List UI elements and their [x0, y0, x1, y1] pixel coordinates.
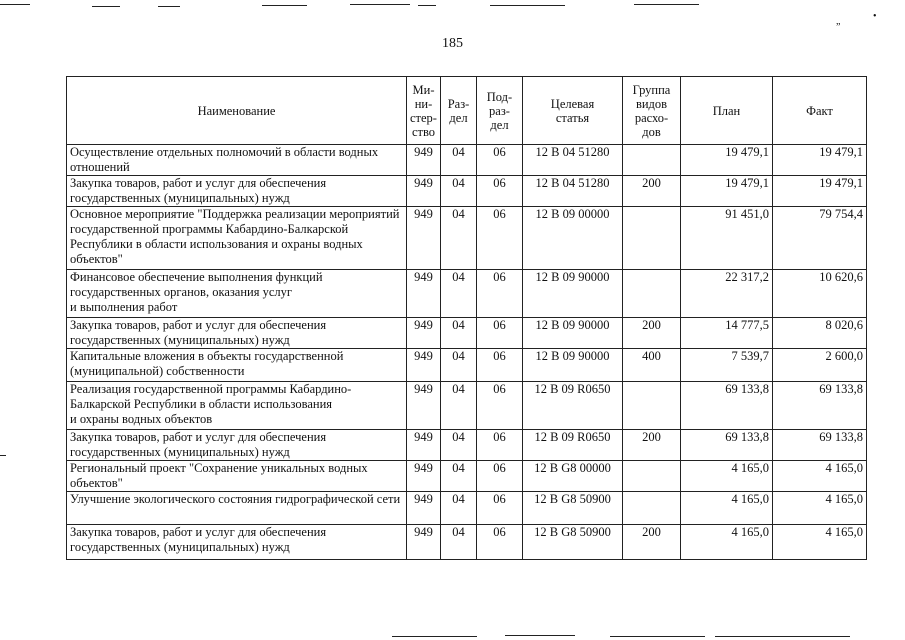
cell-name: Закупка товаров, работ и услуг для обеспечения государственных (муниципальных) нужд — [67, 176, 407, 207]
table-row — [67, 349, 867, 382]
cell-target-article: 12 В 04 51280 — [523, 176, 623, 207]
scan-artifact-line — [92, 6, 120, 7]
table-body — [67, 145, 867, 560]
scan-artifact-line — [0, 455, 6, 456]
cell-ministry: 949 — [407, 430, 441, 461]
cell-ministry: 949 — [407, 525, 441, 560]
cell-name: Закупка товаров, работ и услуг для обеспечения государственных (муниципальных) нужд — [67, 430, 407, 461]
table-row — [67, 145, 867, 176]
cell-section: 04 — [441, 525, 477, 560]
cell-expense-group — [623, 461, 681, 492]
header-subsection: Под- раз- дел — [477, 77, 523, 145]
table-header-row — [67, 77, 867, 145]
cell-plan: 91 451,0 — [681, 207, 773, 270]
cell-expense-group — [623, 270, 681, 318]
cell-plan: 22 317,2 — [681, 270, 773, 318]
cell-name: Закупка товаров, работ и услуг для обеспечения государственных (муниципальных) нужд — [67, 525, 407, 560]
cell-name: Осуществление отдельных полномочий в области водных отношений — [67, 145, 407, 176]
cell-section: 04 — [441, 382, 477, 430]
cell-subsection: 06 — [477, 492, 523, 525]
header-section: Раз- дел — [441, 77, 477, 145]
scan-artifact-line — [158, 6, 180, 7]
cell-subsection: 06 — [477, 525, 523, 560]
cell-fact: 4 165,0 — [773, 461, 867, 492]
cell-expense-group — [623, 207, 681, 270]
table-row — [67, 270, 867, 318]
cell-name: Региональный проект "Сохранение уникальных водных объектов" — [67, 461, 407, 492]
cell-subsection: 06 — [477, 207, 523, 270]
cell-fact: 4 165,0 — [773, 525, 867, 560]
cell-target-article: 12 В 04 51280 — [523, 145, 623, 176]
cell-section: 04 — [441, 461, 477, 492]
header-plan: План — [681, 77, 773, 145]
cell-expense-group: 200 — [623, 176, 681, 207]
cell-plan: 7 539,7 — [681, 349, 773, 382]
header-name: Наименование — [67, 77, 407, 145]
cell-fact: 10 620,6 — [773, 270, 867, 318]
cell-fact: 19 479,1 — [773, 145, 867, 176]
cell-ministry: 949 — [407, 461, 441, 492]
cell-expense-group: 200 — [623, 525, 681, 560]
cell-name: Улучшение экологического состояния гидрографической сети — [67, 492, 407, 525]
budget-table — [66, 76, 867, 560]
cell-plan: 14 777,5 — [681, 318, 773, 349]
cell-name: Основное мероприятие "Поддержка реализации мероприятий государственной программы Кабардино-Балкарской Республики в области использования и охраны водных объектов" — [67, 207, 407, 270]
cell-fact: 8 020,6 — [773, 318, 867, 349]
cell-subsection: 06 — [477, 461, 523, 492]
cell-target-article: 12 В 09 R0650 — [523, 430, 623, 461]
cell-fact: 69 133,8 — [773, 382, 867, 430]
table-row — [67, 430, 867, 461]
cell-plan: 19 479,1 — [681, 145, 773, 176]
corner-mark-dot: • — [873, 11, 877, 22]
cell-expense-group: 200 — [623, 430, 681, 461]
cell-ministry: 949 — [407, 145, 441, 176]
cell-section: 04 — [441, 492, 477, 525]
scan-artifact-line — [715, 636, 850, 637]
table-row — [67, 525, 867, 560]
cell-target-article: 12 В G8 00000 — [523, 461, 623, 492]
cell-subsection: 06 — [477, 270, 523, 318]
cell-section: 04 — [441, 430, 477, 461]
scan-artifact-line — [350, 4, 410, 5]
cell-expense-group — [623, 492, 681, 525]
cell-fact: 4 165,0 — [773, 492, 867, 525]
cell-ministry: 949 — [407, 176, 441, 207]
scan-artifact-line — [392, 636, 477, 637]
cell-target-article: 12 В 09 90000 — [523, 349, 623, 382]
cell-ministry: 949 — [407, 318, 441, 349]
scan-artifact-line — [505, 635, 575, 636]
table-row — [67, 176, 867, 207]
cell-section: 04 — [441, 270, 477, 318]
cell-fact: 79 754,4 — [773, 207, 867, 270]
table-row — [67, 207, 867, 270]
cell-section: 04 — [441, 145, 477, 176]
header-expense-group: Группа видов расхо- дов — [623, 77, 681, 145]
table-row — [67, 318, 867, 349]
table-row — [67, 492, 867, 525]
cell-name: Финансовое обеспечение выполнения функций государственных органов, оказания услуг и выполнения работ — [67, 270, 407, 318]
cell-name: Капитальные вложения в объекты государственной (муниципальной) собственности — [67, 349, 407, 382]
scan-artifact-line — [418, 5, 436, 6]
header-fact: Факт — [773, 77, 867, 145]
cell-plan: 19 479,1 — [681, 176, 773, 207]
cell-target-article: 12 В G8 50900 — [523, 525, 623, 560]
cell-ministry: 949 — [407, 382, 441, 430]
cell-ministry: 949 — [407, 492, 441, 525]
cell-subsection: 06 — [477, 349, 523, 382]
cell-fact: 69 133,8 — [773, 430, 867, 461]
cell-ministry: 949 — [407, 207, 441, 270]
cell-expense-group — [623, 145, 681, 176]
scan-artifact-line — [634, 4, 699, 5]
cell-section: 04 — [441, 207, 477, 270]
table-row — [67, 382, 867, 430]
cell-subsection: 06 — [477, 145, 523, 176]
scan-artifact-line — [610, 636, 705, 637]
page-number: 185 — [442, 36, 463, 51]
cell-fact: 19 479,1 — [773, 176, 867, 207]
cell-fact: 2 600,0 — [773, 349, 867, 382]
cell-plan: 4 165,0 — [681, 492, 773, 525]
scan-artifact-line — [490, 5, 565, 6]
cell-subsection: 06 — [477, 430, 523, 461]
cell-target-article: 12 В G8 50900 — [523, 492, 623, 525]
cell-target-article: 12 В 09 90000 — [523, 318, 623, 349]
scan-artifact-line — [0, 4, 30, 5]
corner-mark-quote: „ — [836, 16, 841, 27]
cell-target-article: 12 В 09 R0650 — [523, 382, 623, 430]
cell-subsection: 06 — [477, 318, 523, 349]
header-target-article: Целевая статья — [523, 77, 623, 145]
header-ministry: Ми- ни- стер- ство — [407, 77, 441, 145]
cell-section: 04 — [441, 176, 477, 207]
cell-target-article: 12 В 09 00000 — [523, 207, 623, 270]
cell-subsection: 06 — [477, 176, 523, 207]
cell-expense-group: 400 — [623, 349, 681, 382]
cell-plan: 69 133,8 — [681, 430, 773, 461]
cell-plan: 69 133,8 — [681, 382, 773, 430]
cell-plan: 4 165,0 — [681, 525, 773, 560]
cell-name: Реализация государственной программы Кабардино-Балкарской Республики в области использования и охраны водных объектов — [67, 382, 407, 430]
cell-ministry: 949 — [407, 270, 441, 318]
cell-ministry: 949 — [407, 349, 441, 382]
cell-plan: 4 165,0 — [681, 461, 773, 492]
cell-target-article: 12 В 09 90000 — [523, 270, 623, 318]
scan-artifact-line — [262, 5, 307, 6]
cell-section: 04 — [441, 349, 477, 382]
cell-name: Закупка товаров, работ и услуг для обеспечения государственных (муниципальных) нужд — [67, 318, 407, 349]
cell-section: 04 — [441, 318, 477, 349]
table-row — [67, 461, 867, 492]
cell-subsection: 06 — [477, 382, 523, 430]
cell-expense-group — [623, 382, 681, 430]
cell-expense-group: 200 — [623, 318, 681, 349]
